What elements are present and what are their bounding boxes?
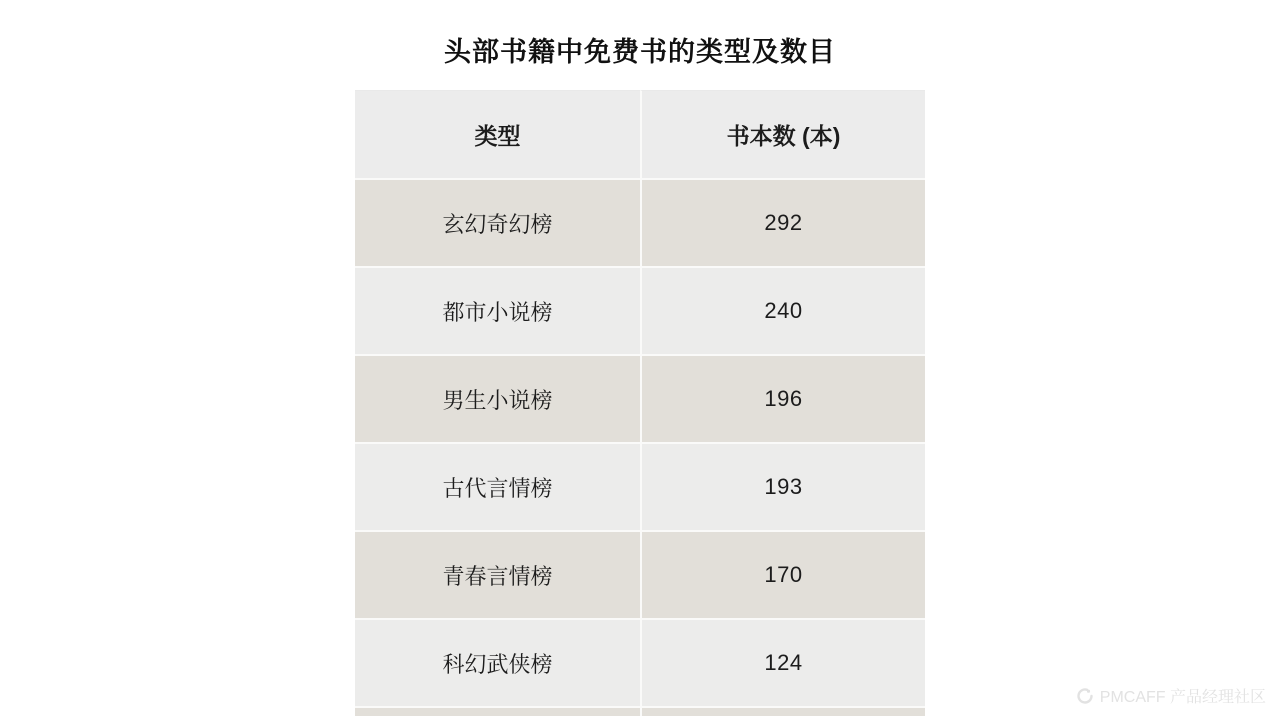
count-cell: 170 bbox=[640, 530, 925, 618]
column-header-type: 类型 bbox=[355, 90, 640, 178]
count-cell: 196 bbox=[640, 354, 925, 442]
type-cell: 都市小说榜 bbox=[355, 266, 640, 354]
table-row bbox=[355, 354, 925, 442]
count-cell: 292 bbox=[640, 178, 925, 266]
book-type-table-container bbox=[355, 90, 925, 720]
type-cell: 青春言情榜 bbox=[355, 530, 640, 618]
count-cell: 124 bbox=[640, 618, 925, 706]
watermark-text: PMCAFF 产品经理社区 bbox=[1099, 689, 1266, 706]
table-row bbox=[355, 442, 925, 530]
count-cell: 193 bbox=[640, 442, 925, 530]
watermark bbox=[1076, 684, 1266, 707]
table-row bbox=[355, 178, 925, 266]
type-cell: 古代言情榜 bbox=[355, 442, 640, 530]
table-row bbox=[355, 530, 925, 618]
count-cell: 240 bbox=[640, 266, 925, 354]
book-type-table bbox=[355, 90, 925, 716]
table-row-cutoff bbox=[355, 706, 925, 716]
type-cell: 科幻武侠榜 bbox=[355, 618, 640, 706]
table-header-row bbox=[355, 90, 925, 178]
table-row bbox=[355, 266, 925, 354]
type-cell: 玄幻奇幻榜 bbox=[355, 178, 640, 266]
type-cell: 男生小说榜 bbox=[355, 354, 640, 442]
pmcaff-logo-icon bbox=[1076, 687, 1094, 705]
column-header-count: 书本数 (本) bbox=[640, 90, 925, 178]
table-row bbox=[355, 618, 925, 706]
page-title: 头部书籍中免费书的类型及数目 bbox=[444, 37, 836, 67]
